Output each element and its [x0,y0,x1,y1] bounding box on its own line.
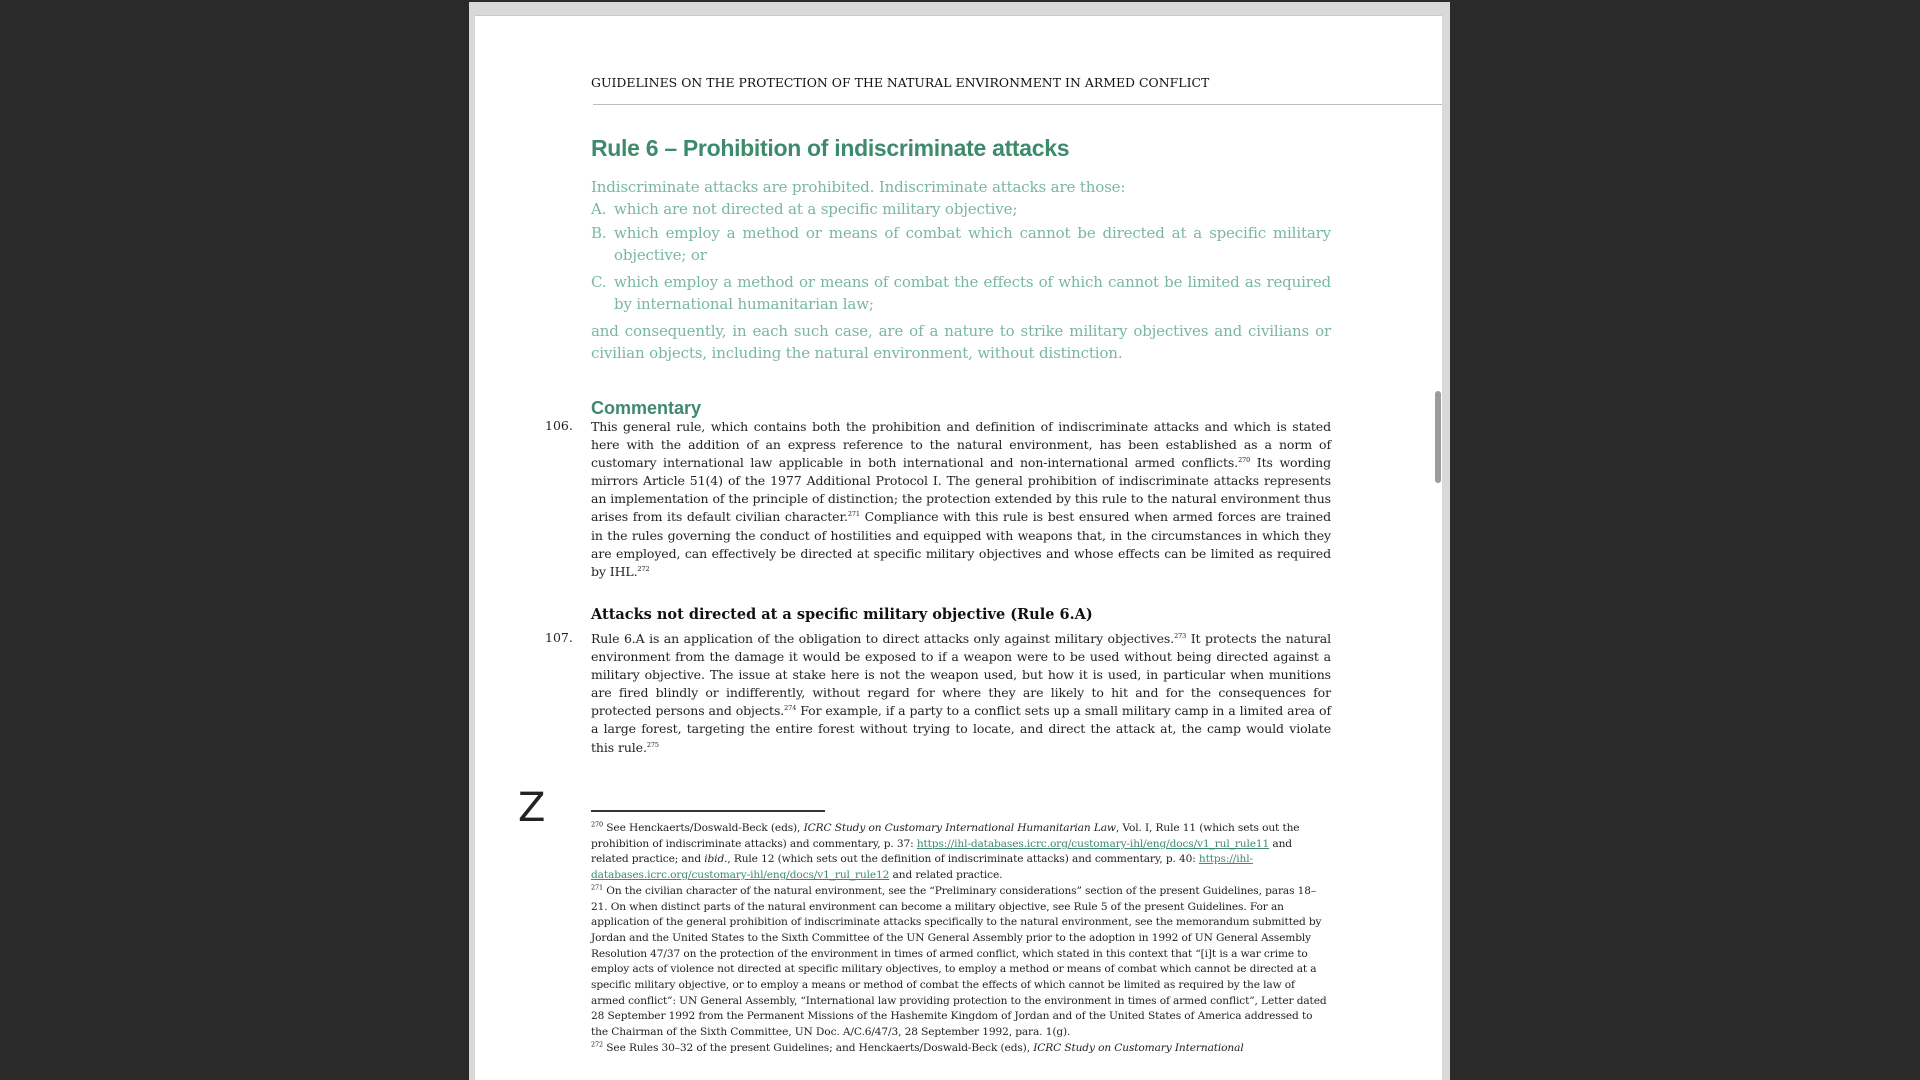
rule-item-letter: B. [591,224,607,242]
footnote-272 [591,1041,1331,1057]
footnote-ref-271[interactable]: 271 [847,510,860,519]
footnote-ref-273[interactable]: 273 [1174,631,1187,640]
footnote-number: 270 [591,820,604,829]
header-divider [593,104,1442,105]
paragraph-number-106: 106. [545,418,573,433]
footnote-text: , Vol. I, Rule 11 (which sets out the prohibition of indiscriminate attacks) and commentary, p. 37: [591,822,1300,850]
rule-item-a [591,198,1331,220]
paragraph-text: Compliance with this rule is best ensured when armed forces are trained in the rules governing the conduct of hostilities and equipped with weapons that, in the circumstances in which they are employed, can effectively be directed at specific military objectives and whose effects can be limited as required by IHL. [591,509,1331,579]
paragraph-text: Rule 6.A is an application of the obligation to direct attacks only against military objectives. [591,631,1175,646]
footnotes [591,821,1331,1057]
rule-item-text: which employ a method or means of combat which cannot be directed at a specific military objective; or [614,224,1331,264]
paragraph-text: It protects the natural environment from the damage it would be exposed to if a weapon were to be used without being directed against a military objective. The issue at stake here is not the weapon used, but how it is used, in particular when munitions are fired blindly or indifferently, without regard for where they are likely to hit and for the consequences for protected persons and objects. [591,631,1331,719]
footnote-text: and related practice; and [591,837,1292,866]
running-head: GUIDELINES ON THE PROTECTION OF THE NATURAL ENVIRONMENT IN ARMED CONFLICT [591,75,1210,90]
page-frame [469,2,1450,1080]
paragraph-text: Its wording mirrors Article 51(4) of the 1977 Additional Protocol I. The general prohibition of indiscriminate attacks represents an implementation of the principle of distinction; the protection extended by this rule to the natural environment thus arises from its default civilian character. [591,455,1331,525]
rule-item-c [591,271,1331,315]
footnote-ref-272[interactable]: 272 [637,564,650,573]
footnote-ref-275[interactable]: 275 [646,740,659,749]
footnote-ref-274[interactable]: 274 [784,704,797,713]
rule-item-b [591,222,1331,266]
rule-item-letter: C. [591,273,607,291]
rule-title: Rule 6 – Prohibition of indiscriminate attacks [591,135,1070,161]
footnote-italic: ibid. [704,853,728,866]
rule-intro: Indiscriminate attacks are prohibited. Indiscriminate attacks are those: [591,178,1126,196]
footnote-text: and related practice. [889,869,1003,882]
paragraph-107 [591,630,1331,757]
footnote-text: On the civilian character of the natural environment, see the “Preliminary considerations” section of the present Guidelines, paras 18–21. On when distinct parts of the natural environment can become a military objective, see Rule 5 of the present Guidelines. For an application of the general prohibition of indiscriminate attacks specifically to the natural environment, see the memorandum submitted by Jordan and the United States to the Sixth Committee of the UN General Assembly prior to the adoption in 1992 of UN General Assembly Resolution 47/37 on the protection of the environment in times of armed conflict, which stated in this context that “[i]t is a war crime to employ acts of violence not directed at specific military objectives, to employ a method or means of combat which cannot be directed at a specific military objective, or to employ a means or method of combat the effects of which cannot be limited as required by the law of armed conflict”: UN General Assembly, “International law providing protection to the environment in times of armed conflict”, Letter dated 28 September 1992 from the Permanent Missions of the Hashemite Kingdom of Jordan and of the United States of America addressed to the Chairman of the Sixth Committee, UN Doc. A/C.6/47/3, 28 September 1992, para. 1(g). [591,884,1327,1039]
footnote-text: See Henckaerts/Doswald-Beck (eds), [603,822,804,834]
rule-item-letter: A. [591,200,607,218]
paragraph-text: For example, if a party to a conflict sets up a small military camp in a limited area of a large forest, targeting the entire forest without trying to locate, and direct the attack at, the camp would violate this rule. [591,703,1331,755]
scrollbar-thumb[interactable] [1435,391,1441,483]
footnote-italic: ICRC Study on Customary International Humanitarian Law [803,822,1116,834]
section-subheading: Attacks not directed at a specific military objective (Rule 6.A) [591,606,1093,623]
footnote-italic: ICRC Study on Customary International [1033,1041,1244,1054]
margin-annotation: Z [518,785,546,831]
rule-item-text: which are not directed at a specific military objective; [614,200,1018,218]
footnote-link-rule12[interactable]: https://ihl-databases.icrc.org/customary-ihl/eng/docs/v1_rul_rule12 [591,853,1253,882]
paragraph-106 [591,418,1331,581]
paragraph-number-107: 107. [545,630,573,645]
footnote-270 [591,821,1331,884]
document-page [475,16,1442,1080]
footnote-text: See Rules 30–32 of the present Guidelines; and Henckaerts/Doswald-Beck (eds), [603,1041,1034,1054]
rule-conclusion: and consequently, in each such case, are of a nature to strike military objectives and civilians or civilian objects, including the natural environment, without distinction. [591,322,1331,362]
footnote-number: 272 [591,1040,604,1049]
commentary-heading: Commentary [591,398,702,418]
paragraph-text: This general rule, which contains both the prohibition and definition of indiscriminate attacks and which is stated here with the addition of an express reference to the natural environment, has been established as a norm of customary international law applicable in both international and non-international armed conflicts. [591,419,1331,471]
footnote-text: , Rule 12 (which sets out the definition of indiscriminate attacks) and commentary, p. 40: [727,853,1199,866]
footnote-ref-270[interactable]: 270 [1238,456,1251,465]
footnote-link-rule11[interactable]: https://ihl-databases.icrc.org/customary-ihl/eng/docs/v1_rul_rule11 [916,837,1270,850]
footnote-divider [591,810,825,812]
rule-item-text: which employ a method or means of combat the effects of which cannot be limited as required by international humanitarian law; [614,273,1331,313]
footnote-271 [591,884,1331,1041]
footnote-number: 271 [591,883,604,892]
